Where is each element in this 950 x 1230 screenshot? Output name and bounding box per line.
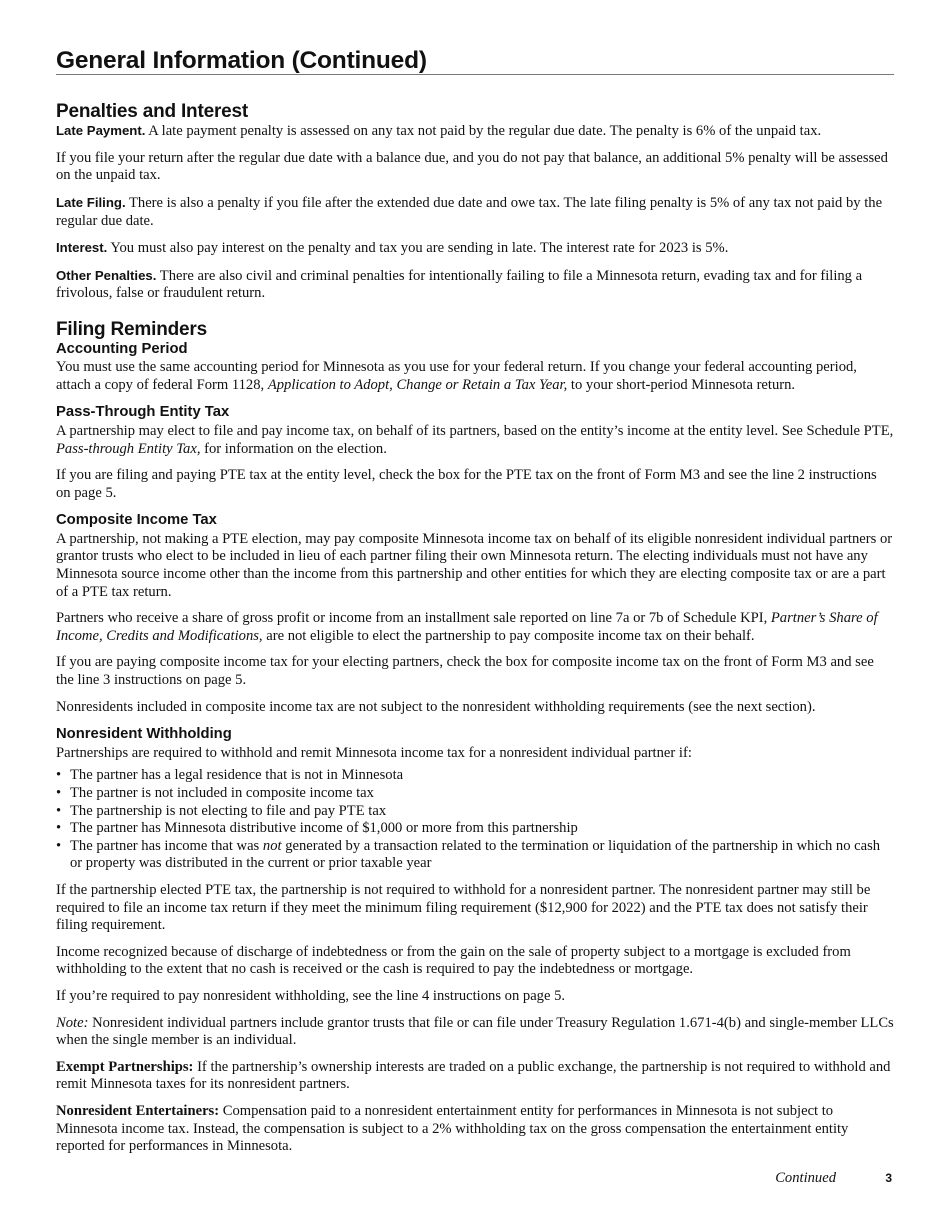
section-heading-filing-reminders: Filing Reminders	[56, 318, 207, 340]
list-item: • The partner has Minnesota distributive income of $1,000 or more from this partnership	[56, 820, 894, 838]
page-title: General Information (Continued)	[56, 52, 894, 75]
composite-schedule-title: Partner’s Share of Income, Credits and Modifications,	[56, 610, 878, 644]
entertainers-label: Nonresident Entertainers:	[56, 1102, 220, 1119]
late-payment-text: A late payment penalty is assessed on any tax not paid by the regular due date. The penalty is 6% of the unpaid tax.	[145, 123, 822, 140]
other-penalties-label: Other Penalties.	[56, 267, 157, 283]
interest-text: You must also pay interest on the penalty and tax you are sending in late. The interest rate for 2023 is 5%.	[107, 240, 729, 257]
page-number: 3	[885, 1171, 892, 1185]
interest-label: Interest.	[56, 240, 108, 256]
other-penalties-text: There are also civil and criminal penalties for intentionally failing to file a Minnesota return, evading tax and for filing a frivolous, false or fraudulent return.	[56, 267, 863, 302]
paragraph-pte-election	[56, 423, 894, 458]
accounting-text-a: You must use the same accounting period for Minnesota as you use for your federal return. If you change your federal accounting period, attach a copy of federal Form 1128,	[56, 359, 857, 393]
composite-text-b: are not eligible to elect the partnership to pay composite income tax on their behalf.	[262, 627, 755, 644]
paragraph-composite-4: Nonresidents included in composite income tax are not subject to the nonresident withholding requirements (see the next section).	[56, 698, 816, 715]
paragraph-other-penalties	[56, 267, 894, 303]
subheading-accounting-period: Accounting Period	[56, 340, 188, 357]
paragraph-note	[56, 1015, 894, 1050]
paragraph-composite-1: A partnership, not making a PTE election, may pay composite Minnesota income tax on behalf of its eligible nonresident individual partners or grantor trusts who elect to be included in lieu of each partner filing their own Minnesota return. The electing individuals must not have any Minnesota source income other than the income from this partnership and other entities for which they are electing composite tax or are a part of a PTE tax return.	[56, 530, 893, 600]
composite-text-a: Partners who receive a share of gross profit or income from an installment sale reported on line 7a or 7b of Schedule KPI,	[56, 610, 771, 627]
section-heading-penalties: Penalties and Interest	[56, 100, 249, 122]
paragraph-withholding-pte: If the partnership elected PTE tax, the partnership is not required to withhold for a nonresident partner. The nonresident partner may still be required to file an income tax return if they meet the minimum filing requirement ($12,900 for 2022) and the PTE tax does not satisfy their filing requirement.	[56, 881, 871, 934]
subheading-nonresident-withholding: Nonresident Withholding	[56, 726, 232, 743]
paragraph-interest	[56, 239, 894, 258]
bullet5-text-b: generated by a transaction related to the termination or liquidation of the partnership in which no cash or property was distributed in the current or prior taxable year	[70, 837, 881, 872]
entertainers-text: Compensation paid to a nonresident entertainment entity for performances in Minnesota is not subject to Minnesota income tax. Instead, the compensation is subject to a 2% withholding tax on the gross compensation the entertainment entity reported for performances in Minnesota.	[56, 1102, 849, 1155]
subheading-composite-income-tax: Composite Income Tax	[56, 512, 217, 529]
paragraph-accounting-period	[56, 359, 894, 394]
late-filing-text: There is also a penalty if you file after the extended due date and owe tax. The late filing penalty is 5% of any tax not paid by the regular due date.	[56, 194, 883, 229]
exempt-label: Exempt Partnerships:	[56, 1058, 194, 1075]
exempt-text: If the partnership’s ownership interests are traded on a public exchange, the partnership is not required to withhold and remit Minnesota taxes for its nonresident partners.	[56, 1058, 891, 1093]
page-footer	[56, 1170, 894, 1188]
paragraph-late-filing	[56, 194, 894, 230]
paragraph-withholding-line4: If you’re required to pay nonresident withholding, see the line 4 instructions on page 5.	[56, 987, 566, 1004]
accounting-form-title: Application to Adopt, Change or Retain a Tax Year,	[267, 376, 568, 393]
paragraph-withholding-income: Income recognized because of discharge of indebtedness or from the gain on the sale of property subject to a mortgage is excluded from withholding to the extent that no cash is received or the cash is required to pay the indebtedness or mortgage.	[56, 943, 851, 978]
accounting-text-b: to your short-period Minnesota return.	[567, 376, 796, 393]
withholding-conditions-list	[56, 767, 894, 873]
paragraph-nonresident-entertainers	[56, 1103, 894, 1156]
pte-schedule-title: Pass-through Entity Tax	[56, 440, 197, 457]
paragraph-pte-filing: If you are filing and paying PTE tax at the entity level, check the box for the PTE tax on the front of Form M3 and see the line 2 instructions on page 5.	[56, 467, 877, 501]
list-item: • The partner is not included in composite income tax	[56, 785, 894, 803]
list-item	[56, 838, 894, 873]
paragraph-late-payment	[56, 122, 894, 141]
pte-text-a: A partnership may elect to file and pay income tax, on behalf of its partners, based on the entity’s income at the entity level. See Schedule PTE,	[56, 422, 894, 439]
paragraph-exempt-partnerships	[56, 1059, 894, 1094]
note-label: Note:	[56, 1014, 89, 1031]
late-payment-label: Late Payment.	[56, 123, 146, 139]
continued-label: Continued	[775, 1170, 836, 1186]
paragraph-composite-3: If you are paying composite income tax for your electing partners, check the box for composite income tax on the front of Form M3 and see the line 3 instructions on page 5.	[56, 654, 874, 689]
paragraph-withholding-intro: Partnerships are required to withhold and remit Minnesota income tax for a nonresident individual partner if:	[56, 744, 692, 761]
bullet5-text-a: The partner has income that was	[70, 837, 263, 854]
late-filing-label: Late Filing.	[56, 194, 126, 210]
paragraph-balance-due: If you file your return after the regular due date with a balance due, and you do not pay that balance, an additional 5% penalty will be assessed on the unpaid tax.	[56, 149, 888, 184]
bullet5-emphasis: not	[262, 837, 282, 854]
note-text: Nonresident individual partners include grantor trusts that file or can file under Treasury Regulation 1.671-4(b) and single-member LLCs when the single member is an individual.	[56, 1014, 894, 1049]
paragraph-composite-2	[56, 610, 894, 645]
subheading-pte-tax: Pass-Through Entity Tax	[56, 404, 230, 421]
list-item: • The partnership is not electing to file and pay PTE tax	[56, 803, 894, 821]
pte-text-b: , for information on the election.	[196, 440, 387, 457]
document-page	[56, 0, 894, 1186]
list-item: • The partner has a legal residence that is not in Minnesota	[56, 767, 894, 785]
